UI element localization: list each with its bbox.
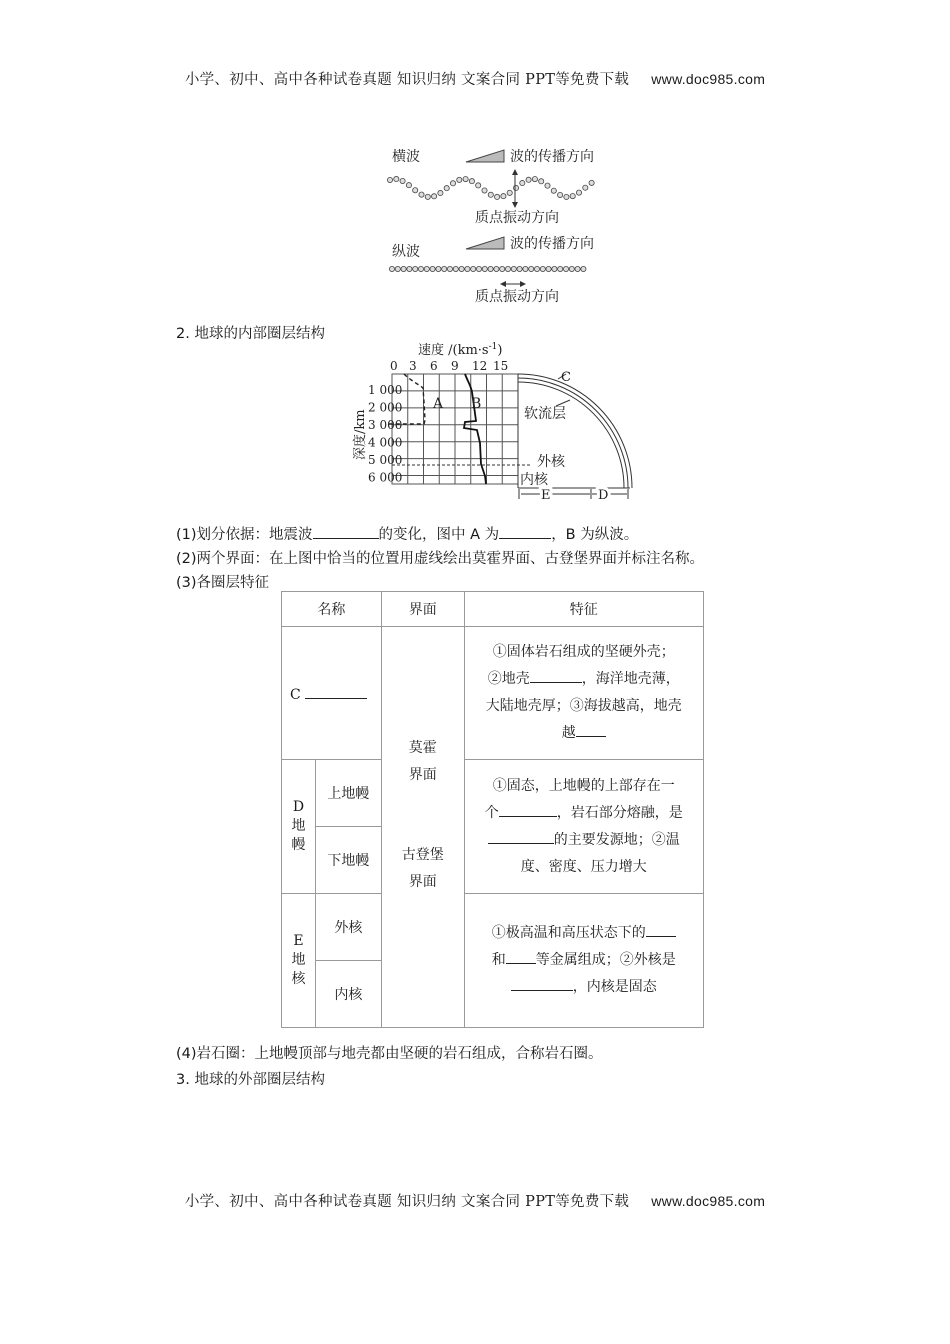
core-feat-2b: 等金属组成；②外核是 <box>535 952 676 968</box>
interface-column <box>381 627 464 1028</box>
core-features <box>464 894 703 1028</box>
header-name: 名称 <box>282 592 382 627</box>
wave-bead <box>387 177 392 182</box>
svg-text:速度 /(km·s-1) <box>418 342 502 358</box>
velocity-unit-sup: -1 <box>488 342 498 352</box>
moho-label-1: 莫霍 <box>408 740 437 756</box>
wave-bead <box>413 266 418 271</box>
propagation-label-2: 波的传播方向 <box>510 236 594 252</box>
wave-bead <box>424 266 429 271</box>
wave-bead <box>453 266 458 271</box>
depth-tick: 5 000 <box>368 453 403 467</box>
transverse-wave <box>387 176 594 199</box>
earth-interior-figure <box>340 336 640 506</box>
wave-bead <box>413 188 418 193</box>
gutenberg-label-1: 古登堡 <box>401 847 444 863</box>
wave-bead <box>459 266 464 271</box>
crust-feat-2b: ，海洋地壳薄， <box>581 671 680 687</box>
propagation-arrow-icon-2 <box>466 237 504 249</box>
wave-bead <box>534 266 539 271</box>
wave-bead <box>576 190 581 195</box>
q1-text-b: 的变化，图中 A 为 <box>378 527 500 543</box>
scale-e <box>519 489 591 499</box>
wave-bead <box>407 266 412 271</box>
velocity-tick: 12 <box>472 359 488 373</box>
wave-bead <box>471 266 476 271</box>
asthenosphere-label: 软流层 <box>524 406 566 422</box>
wave-bead <box>488 192 493 197</box>
velocity-tick: 9 <box>451 359 459 373</box>
transverse-wave-label: 横波 <box>392 149 420 165</box>
lower-mantle: 下地幔 <box>315 827 381 894</box>
wave-bead <box>494 266 499 271</box>
wave-bead <box>581 266 586 271</box>
mantle-blank-2[interactable] <box>488 829 554 844</box>
layer-c-label: C <box>561 370 571 385</box>
mantle-features <box>464 760 703 894</box>
footer-site[interactable]: www.doc985.com <box>651 1193 766 1209</box>
page-footer <box>0 1190 950 1211</box>
wave-bead <box>432 194 437 199</box>
wave-bead <box>507 190 512 195</box>
wave-bead <box>406 183 411 188</box>
longitudinal-wave-label: 纵波 <box>392 244 420 260</box>
upper-mantle: 上地幔 <box>315 760 381 827</box>
mantle-name-3: 幔 <box>291 837 306 853</box>
velocity-tick: 6 <box>430 359 438 373</box>
wave-bead <box>523 266 528 271</box>
question-4: (4)岩石圈：上地幔顶部与地壳都由坚硬的岩石组成，合称岩石圈。 <box>176 1046 603 1062</box>
wave-bead <box>482 188 487 193</box>
header-text: 小学、初中、高中各种试卷真题 知识归纳 文案合同 PPT等免费下载 <box>184 72 630 88</box>
curve-a <box>387 374 425 424</box>
quarter-earth <box>518 374 632 488</box>
wave-bead <box>583 185 588 190</box>
vibration-label-2: 质点振动方向 <box>475 289 559 305</box>
q1-text-c: ，B 为纵波。 <box>551 527 639 543</box>
crust-feat-1: ①固体岩石组成的坚硬外壳； <box>492 644 675 660</box>
velocity-unit-close: ) <box>497 343 503 358</box>
core-name-3: 核 <box>291 971 306 987</box>
mantle-feat-2a: 个 <box>484 804 499 821</box>
wave-bead <box>476 183 481 188</box>
wave-bead <box>505 266 510 271</box>
crust-feat-4a: 越 <box>561 725 576 741</box>
inner-core-label: 内核 <box>520 472 548 488</box>
core-feat-2 <box>475 947 693 974</box>
mantle-feat-4: 度、密度、压力增大 <box>520 858 647 875</box>
velocity-tick: 0 <box>390 359 398 373</box>
vibration-label-1: 质点振动方向 <box>475 210 559 226</box>
layer-d-label: D <box>598 488 609 503</box>
wave-bead <box>546 266 551 271</box>
wave-bead <box>419 192 424 197</box>
wave-bead <box>430 266 435 271</box>
depth-tick: 1 000 <box>368 383 403 397</box>
longitudinal-wave <box>389 266 586 271</box>
core-feat-3a: ，内核是固态 <box>572 979 657 995</box>
core-feat-2a: 和 <box>491 952 506 968</box>
wave-bead <box>457 177 462 182</box>
crust-name-blank[interactable] <box>305 684 367 699</box>
crust-blank-1[interactable] <box>530 668 582 683</box>
wave-bead <box>545 183 550 188</box>
mantle-blank-1[interactable] <box>499 802 557 817</box>
mantle-name-2: 地 <box>291 818 306 834</box>
wave-bead <box>563 266 568 271</box>
wave-bead <box>482 266 487 271</box>
wave-bead <box>418 266 423 271</box>
inner-core: 内核 <box>315 961 381 1028</box>
wave-bead <box>529 266 534 271</box>
outer-core-label: 外核 <box>537 454 565 470</box>
curve-a-label: A <box>433 396 444 412</box>
crust-name <box>282 627 382 760</box>
wave-bead <box>401 266 406 271</box>
question-3: (3)各圈层特征 <box>176 575 270 591</box>
wave-bead <box>450 181 455 186</box>
wave-bead <box>442 266 447 271</box>
wave-bead <box>465 266 470 271</box>
wave-bead <box>425 194 430 199</box>
wave-bead <box>532 177 537 182</box>
wave-bead <box>436 266 441 271</box>
wave-bead <box>564 194 569 199</box>
core-feat-1a: ①极高温和高压状态下的 <box>491 925 646 941</box>
page-header <box>0 68 950 89</box>
q1-blank-2[interactable] <box>499 524 551 539</box>
propagation-label-1: 波的传播方向 <box>510 149 594 165</box>
core-name-e: E <box>293 933 304 949</box>
curve-b-label: B <box>471 396 482 412</box>
propagation-arrow-icon <box>466 150 504 162</box>
wave-bead <box>558 266 563 271</box>
velocity-grid <box>392 374 518 484</box>
question-1 <box>176 523 638 544</box>
core-feat-3 <box>475 974 693 1001</box>
section3-title: 3. 地球的外部圈层结构 <box>176 1072 325 1088</box>
wave-bead <box>540 266 545 271</box>
wave-bead <box>463 176 468 181</box>
velocity-axis-label: 速度 /(km·s <box>418 343 489 358</box>
core-name <box>282 894 316 1028</box>
mantle-feat-2b: ，岩石部分熔融，是 <box>556 804 683 821</box>
wave-figure <box>380 140 610 310</box>
wave-bead <box>438 190 443 195</box>
crust-feat-2a: ②地壳 <box>487 671 530 687</box>
core-name-2: 地 <box>291 952 306 968</box>
layer-feature-table <box>281 591 704 1028</box>
wave-bead <box>444 186 449 191</box>
q1-text-a: (1)划分依据：地震波 <box>176 527 313 543</box>
wave-bead <box>552 266 557 271</box>
gutenberg-label-2: 界面 <box>408 874 437 890</box>
depth-tick: 3 000 <box>368 418 403 432</box>
section2-title: 2. 地球的内部圈层结构 <box>176 326 325 342</box>
wave-bead <box>558 192 563 197</box>
moho-label-2: 界面 <box>408 767 437 783</box>
depth-tick: 6 000 <box>368 470 403 485</box>
depth-tick: 4 000 <box>368 435 403 450</box>
core-feat-1 <box>475 920 693 947</box>
wave-bead <box>551 188 556 193</box>
mantle-feat-3 <box>475 827 693 854</box>
wave-bead <box>570 193 575 198</box>
velocity-tick: 15 <box>493 359 509 373</box>
core-blank-2[interactable] <box>506 949 536 964</box>
header-feature: 特征 <box>464 592 703 627</box>
footer-text: 小学、初中、高中各种试卷真题 知识归纳 文案合同 PPT等免费下载 <box>184 1194 630 1210</box>
question-2: (2)两个界面：在上图中恰当的位置用虚线绘出莫霍界面、古登堡界面并标注名称。 <box>176 551 705 567</box>
outer-core: 外核 <box>315 894 381 961</box>
depth-axis-label: 深度/km <box>353 409 368 460</box>
mantle-name <box>282 760 316 894</box>
mantle-feat-1: ①固态，上地幔的上部存在一 <box>492 777 675 794</box>
wave-bead <box>389 266 394 271</box>
wave-bead <box>400 178 405 183</box>
wave-bead <box>569 266 574 271</box>
wave-bead <box>511 266 516 271</box>
crust-name-c: C <box>290 686 301 703</box>
wave-bead <box>517 266 522 271</box>
mantle-name-d: D <box>292 799 305 815</box>
crust-feat-3: 大陆地壳厚；③海拔越高，地壳 <box>485 698 682 714</box>
header-site[interactable]: www.doc985.com <box>651 71 766 87</box>
wave-bead <box>501 194 506 199</box>
wave-bead <box>469 179 474 184</box>
double-arrow-icon <box>500 281 526 287</box>
velocity-ticks <box>390 359 508 373</box>
wave-bead <box>513 185 518 190</box>
wave-bead <box>447 266 452 271</box>
wave-bead <box>526 177 531 182</box>
wave-bead <box>500 266 505 271</box>
wave-bead <box>495 194 500 199</box>
crust-features <box>464 627 703 760</box>
wave-bead <box>539 179 544 184</box>
header-interface: 界面 <box>381 592 464 627</box>
wave-bead <box>488 266 493 271</box>
wave-bead <box>394 176 399 181</box>
core-blank-1[interactable] <box>646 922 676 937</box>
layer-e-label: E <box>541 488 551 503</box>
crust-feat-4 <box>475 720 693 747</box>
mantle-feat-2 <box>475 800 693 827</box>
depth-ticks <box>368 383 402 485</box>
q1-blank-1[interactable] <box>313 524 379 539</box>
core-blank-3[interactable] <box>511 976 573 991</box>
wave-bead <box>395 266 400 271</box>
crust-feat-2 <box>475 666 693 693</box>
wave-bead <box>575 266 580 271</box>
crust-blank-2[interactable] <box>576 722 606 737</box>
depth-tick: 2 000 <box>368 400 403 415</box>
mantle-feat-3a: 的主要发源地；②温 <box>553 831 680 848</box>
wave-bead <box>476 266 481 271</box>
wave-bead <box>520 180 525 185</box>
wave-bead <box>589 180 594 185</box>
velocity-tick: 3 <box>409 359 417 373</box>
